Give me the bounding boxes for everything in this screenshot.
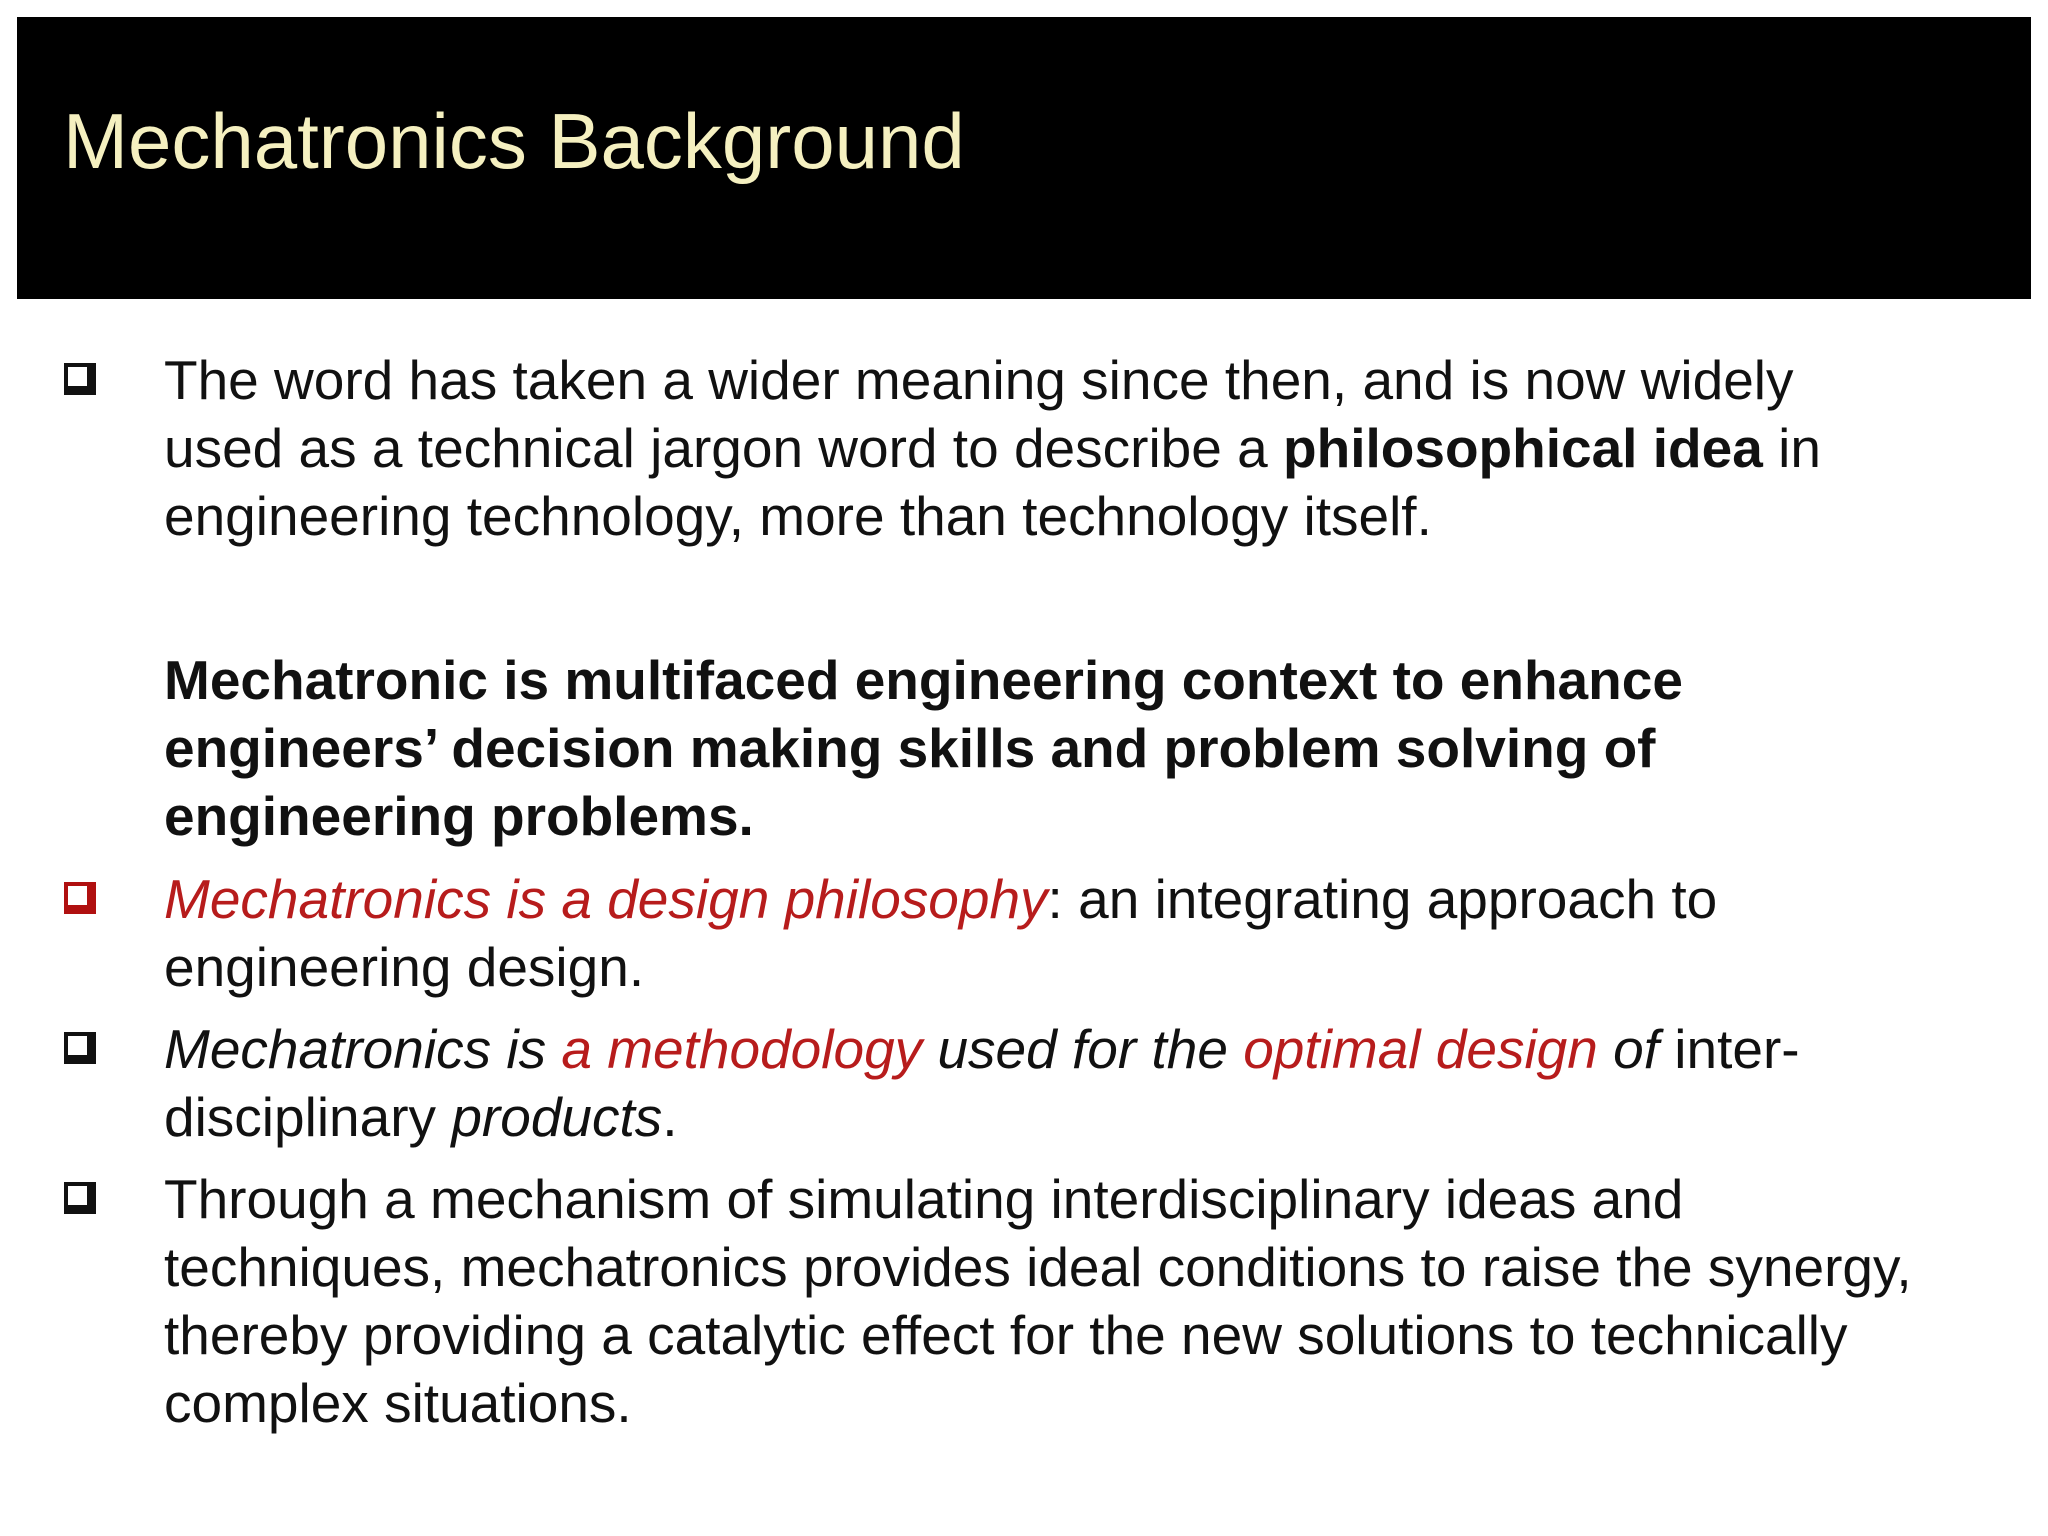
bullet-4-text: Through a mechanism of simulating interdisciplinary ideas and techniques, mechatronics provides ideal conditions to raise the synergy, thereby providing a catalytic effect for the new solutions to technically complex situations. bbox=[164, 1168, 1912, 1434]
bullet-3-optimal-design: optimal design bbox=[1243, 1018, 1598, 1080]
bullet-1-text bbox=[164, 346, 1924, 550]
bullet-3-text bbox=[164, 1015, 1924, 1151]
bullet-3-part-1: Mechatronics is bbox=[164, 1018, 562, 1080]
bullet-1-emphasis: philosophical idea bbox=[1283, 417, 1763, 479]
checkbox-bullet-icon bbox=[64, 1182, 96, 1214]
bullet-3-part-5: of bbox=[1597, 1018, 1660, 1080]
bullet-2-text bbox=[164, 865, 1924, 1001]
bullet-2-part-2: : an integrating approach to engineering design. bbox=[164, 868, 1718, 998]
bullet-3-part-6: inter-disciplinary bbox=[164, 1018, 1800, 1148]
bullet-2-emphasis: Mechatronics is a design philosophy bbox=[164, 868, 1048, 930]
slide-title: Mechatronics Background bbox=[63, 97, 965, 185]
bold-statement: Mechatronic is multifaced engineering context to enhance engineers’ decision making skills and problem solving of engineering problems. bbox=[164, 649, 1683, 847]
bullet-1-part-3: in engineering technology, more than technology itself. bbox=[164, 417, 1821, 547]
checkbox-bullet-icon bbox=[64, 363, 96, 395]
bullet-3-part-3: used for the bbox=[922, 1018, 1244, 1080]
bullet-3-methodology: a methodology bbox=[561, 1018, 923, 1080]
bullet-1-part-1: The word has taken a wider meaning since then, and is now widely used as a technical jargon word to describe a bbox=[164, 349, 1794, 479]
bullet-3-products: products bbox=[451, 1086, 663, 1148]
checkbox-bullet-icon-red bbox=[64, 882, 96, 914]
bullet-3-part-8: . bbox=[662, 1086, 678, 1148]
checkbox-bullet-icon bbox=[64, 1032, 96, 1064]
